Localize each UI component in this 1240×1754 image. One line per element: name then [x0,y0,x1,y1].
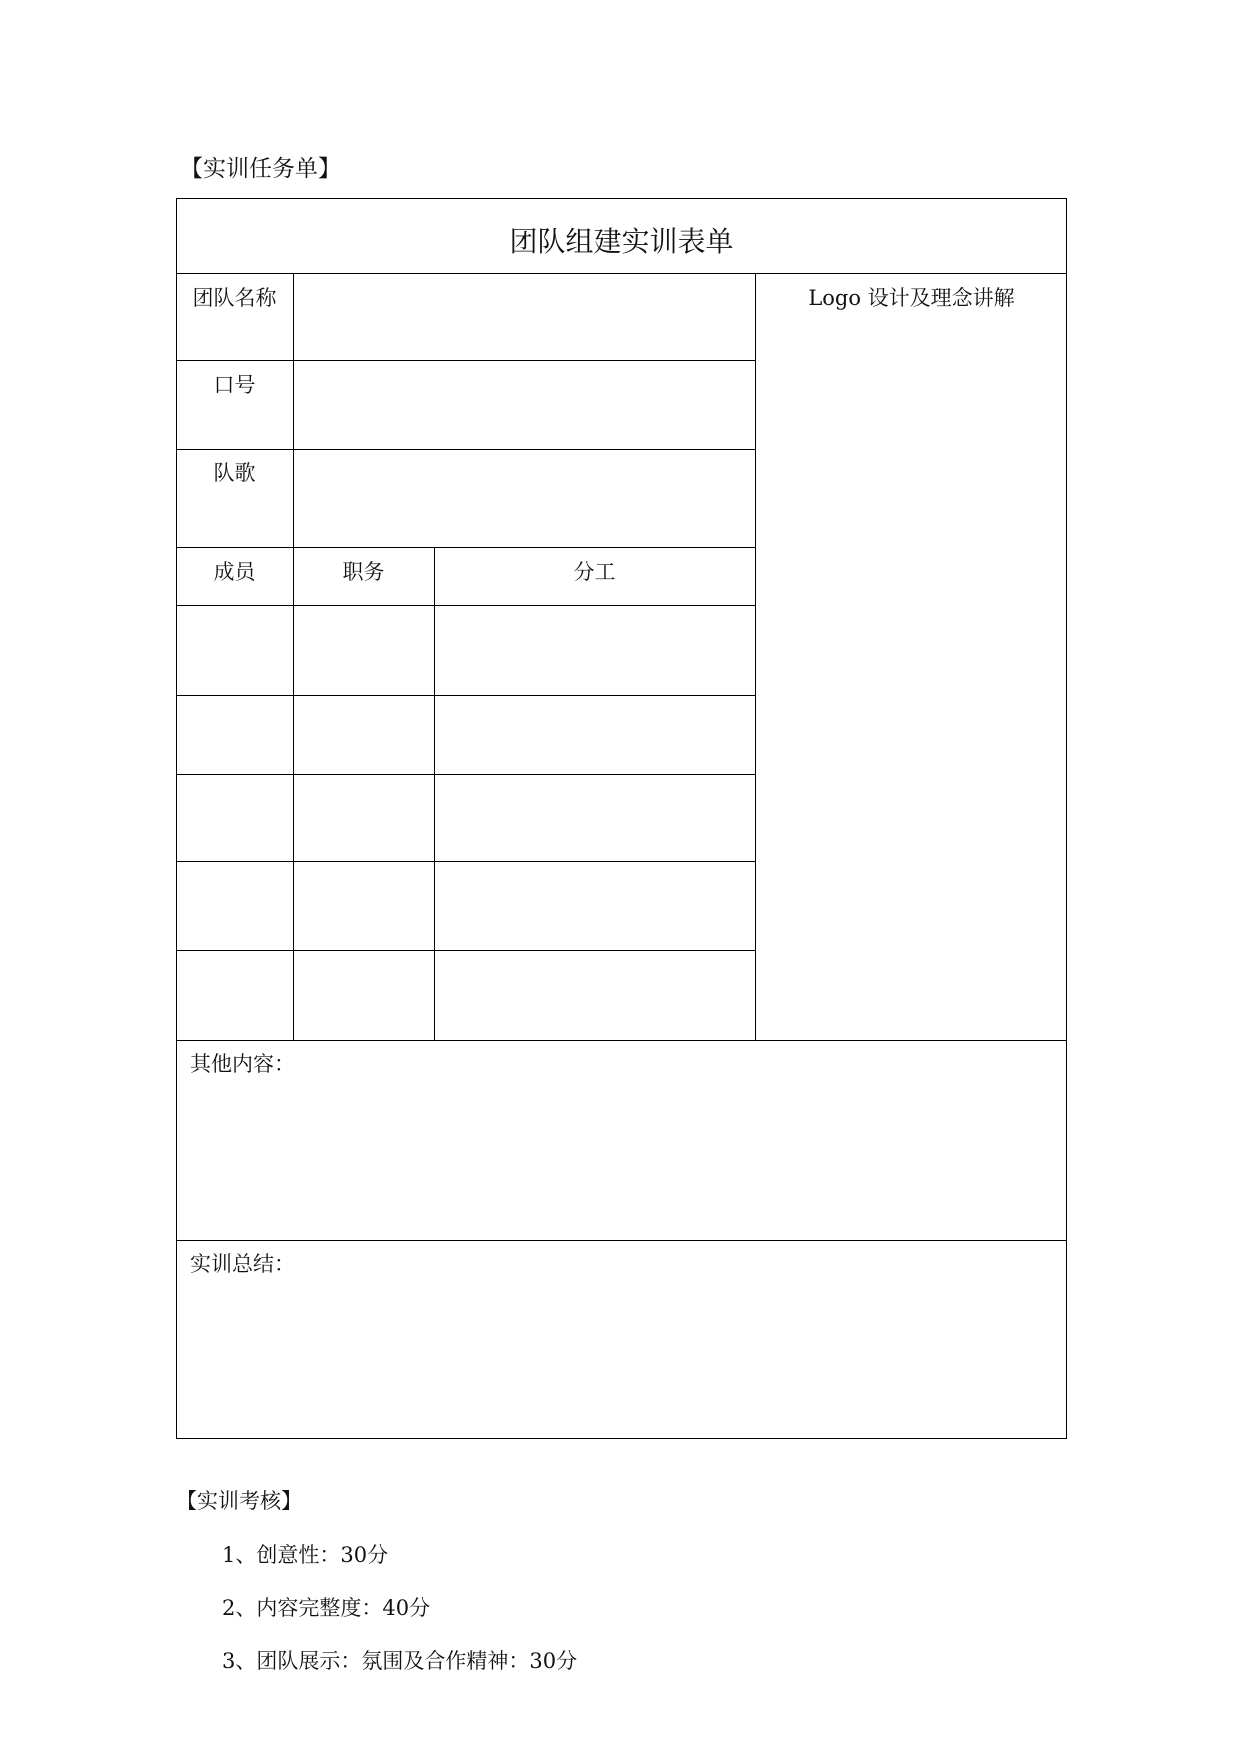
slogan-field[interactable] [294,361,755,449]
logo-design-field[interactable] [756,308,1066,1040]
form-border-bottom [176,1438,1067,1439]
assessment-heading: 【实训考核】 [176,1489,302,1513]
duty-header: 分工 [573,560,616,584]
logo-design-label: Logo 设计及理念讲解 [808,286,1015,310]
team-song-field[interactable] [294,450,755,547]
rule-below-members [176,1040,1067,1041]
task-sheet-heading: 【实训任务单】 [180,156,341,182]
table-row [177,951,756,1040]
form-title: 团队组建实训表单 [509,225,734,258]
summary-field[interactable] [177,1283,1066,1438]
other-content-label: 其他内容： [190,1052,295,1076]
table-row [177,606,756,695]
team-name-field[interactable] [294,274,755,360]
team-song-label: 队歌 [213,461,256,485]
table-row [177,775,756,861]
slogan-label: 口号 [213,373,256,397]
criterion-presentation: 3、团队展示：氛围及合作精神：30分 [222,1649,578,1673]
summary-label: 实训总结： [190,1252,295,1276]
form-border-right [1066,198,1067,1439]
criterion-completeness: 2、内容完整度：40分 [222,1596,431,1620]
rule-below-team-song [176,547,756,548]
rule-below-other-content [176,1240,1067,1241]
table-row [177,696,756,774]
team-name-label: 团队名称 [192,286,277,310]
criterion-creativity: 1、创意性：30分 [222,1543,389,1567]
team-building-form [176,198,1067,1439]
members-header: 成员 [213,560,256,584]
other-content-field[interactable] [177,1083,1066,1240]
role-header: 职务 [342,560,385,584]
form-border-top [176,198,1067,199]
table-row [177,862,756,950]
